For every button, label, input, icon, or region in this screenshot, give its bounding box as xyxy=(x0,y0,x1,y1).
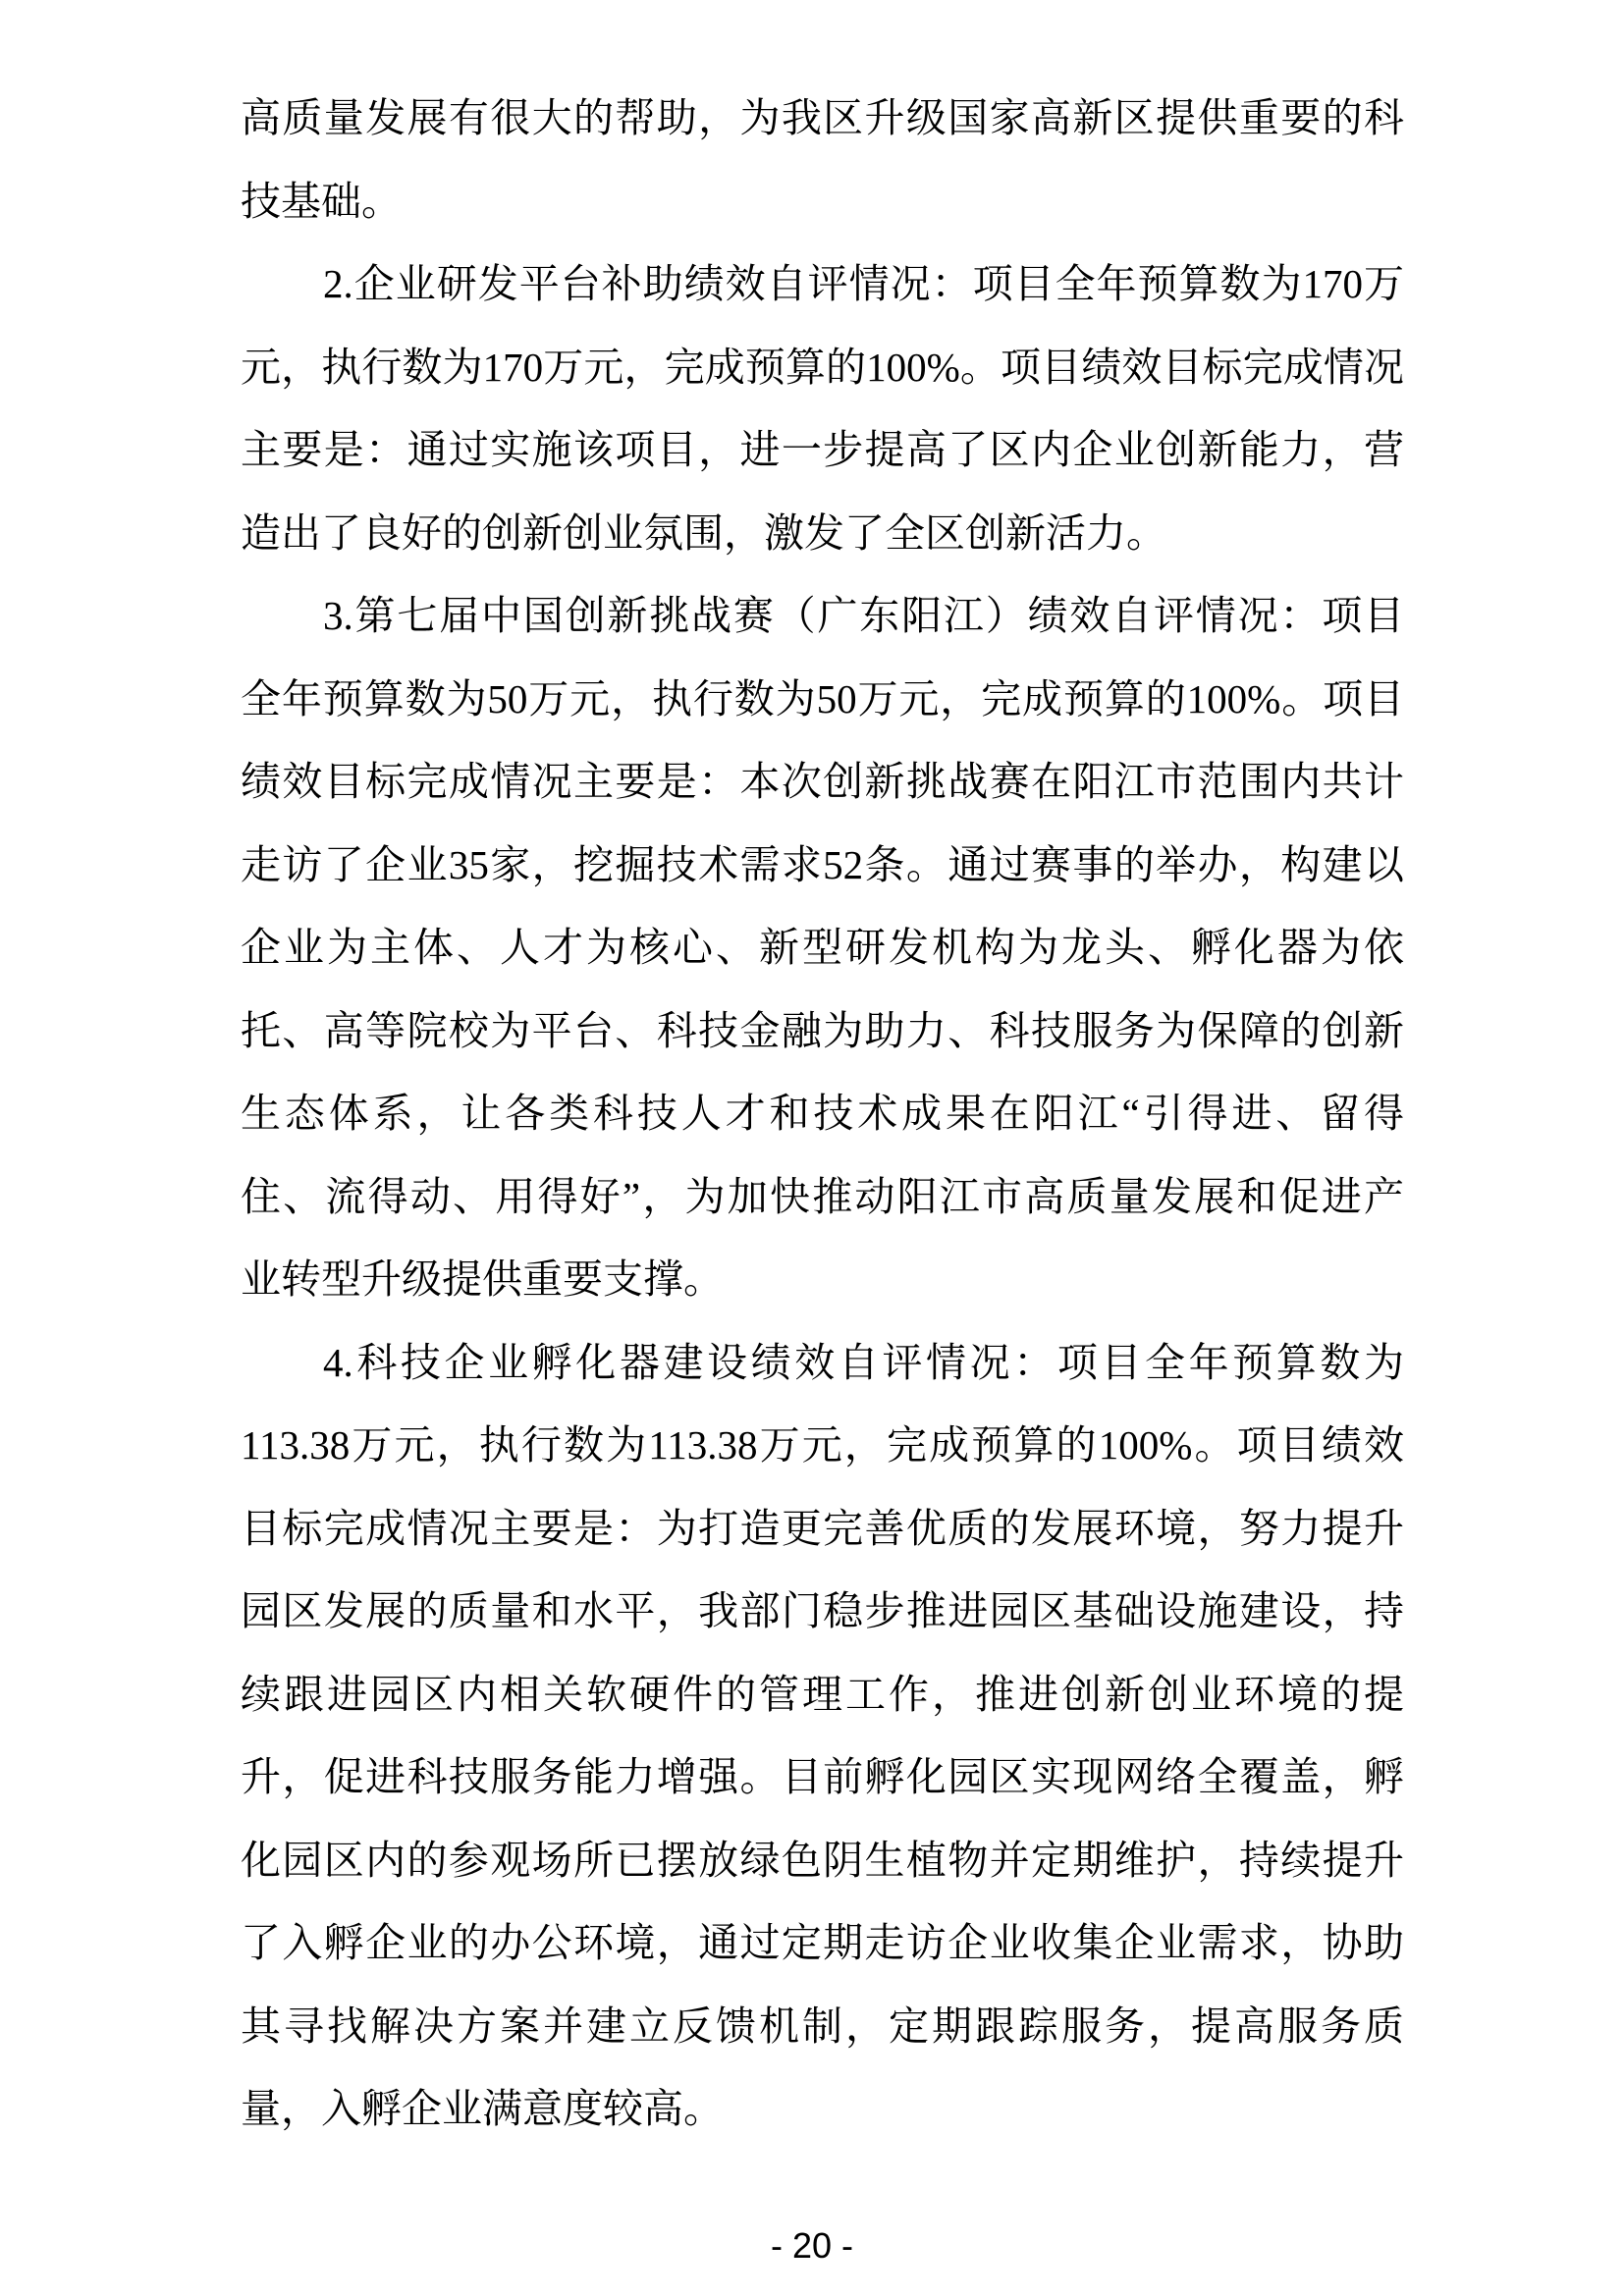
text-line: 技基础。 xyxy=(241,178,402,224)
text-line: 企业为主体、人才为核心、新型研发机构为龙头、孵化器为依 xyxy=(241,925,1404,970)
text-line: 4.科技企业孵化器建设绩效自评情况：项目全年预算数为 xyxy=(323,1339,1404,1385)
text-line: 托、高等院校为平台、科技金融为助力、科技服务为保障的创新 xyxy=(241,1007,1404,1053)
text-line: 续跟进园区内相关软硬件的管理工作，推进创新创业环境的提 xyxy=(241,1671,1404,1717)
text-line: 了入孵企业的办公环境，通过定期走访企业收集企业需求，协助 xyxy=(241,1920,1404,1965)
text-line: 化园区内的参观场所已摆放绿色阴生植物并定期维护，持续提升 xyxy=(241,1837,1404,1883)
text-line: 业转型升级提供重要支撑。 xyxy=(241,1256,724,1302)
body-text xyxy=(241,77,1404,2151)
text-line: 量，入孵企业满意度较高。 xyxy=(241,2086,724,2131)
text-line: 主要是：通过实施该项目，进一步提高了区内企业创新能力，营 xyxy=(241,427,1404,472)
text-line: 升，促进科技服务能力增强。目前孵化园区实现网络全覆盖，孵 xyxy=(241,1754,1404,1799)
text-line: 住、流得动、用得好”，为加快推动阳江市高质量发展和促进产 xyxy=(241,1173,1404,1219)
text-line: 113.38万元，执行数为113.38万元，完成预算的100%。项目绩效 xyxy=(241,1422,1404,1468)
text-line: 造出了良好的创新创业氛围，激发了全区创新活力。 xyxy=(241,509,1166,556)
page-number: - 20 - xyxy=(770,2225,854,2266)
text-line: 生态体系，让各类科技人才和技术成果在阳江“引得进、留得 xyxy=(241,1091,1404,1136)
text-line: 2.企业研发平台补助绩效自评情况：项目全年预算数为170万 xyxy=(323,261,1404,306)
text-line: 绩效目标完成情况主要是：本次创新挑战赛在阳江市范围内共计 xyxy=(241,759,1404,804)
text-line: 目标完成情况主要是：为打造更完善优质的发展环境，努力提升 xyxy=(241,1505,1404,1551)
text-line: 全年预算数为50万元，执行数为50万元，完成预算的100%。项目 xyxy=(241,675,1404,721)
text-line: 元，执行数为170万元，完成预算的100%。项目绩效目标完成情况 xyxy=(241,344,1404,390)
text-line: 其寻找解决方案并建立反馈机制，定期跟踪服务，提高服务质 xyxy=(241,2002,1404,2049)
text-line: 园区发展的质量和水平，我部门稳步推进园区基础设施建设，持 xyxy=(241,1588,1404,1633)
text-line: 走访了企业35家，挖掘技术需求52条。通过赛事的举办，构建以 xyxy=(241,841,1404,887)
text-line: 高质量发展有很大的帮助，为我区升级国家高新区提供重要的科 xyxy=(241,95,1404,140)
text-line: 3.第七届中国创新挑战赛（广东阳江）绩效自评情况：项目 xyxy=(323,593,1404,638)
